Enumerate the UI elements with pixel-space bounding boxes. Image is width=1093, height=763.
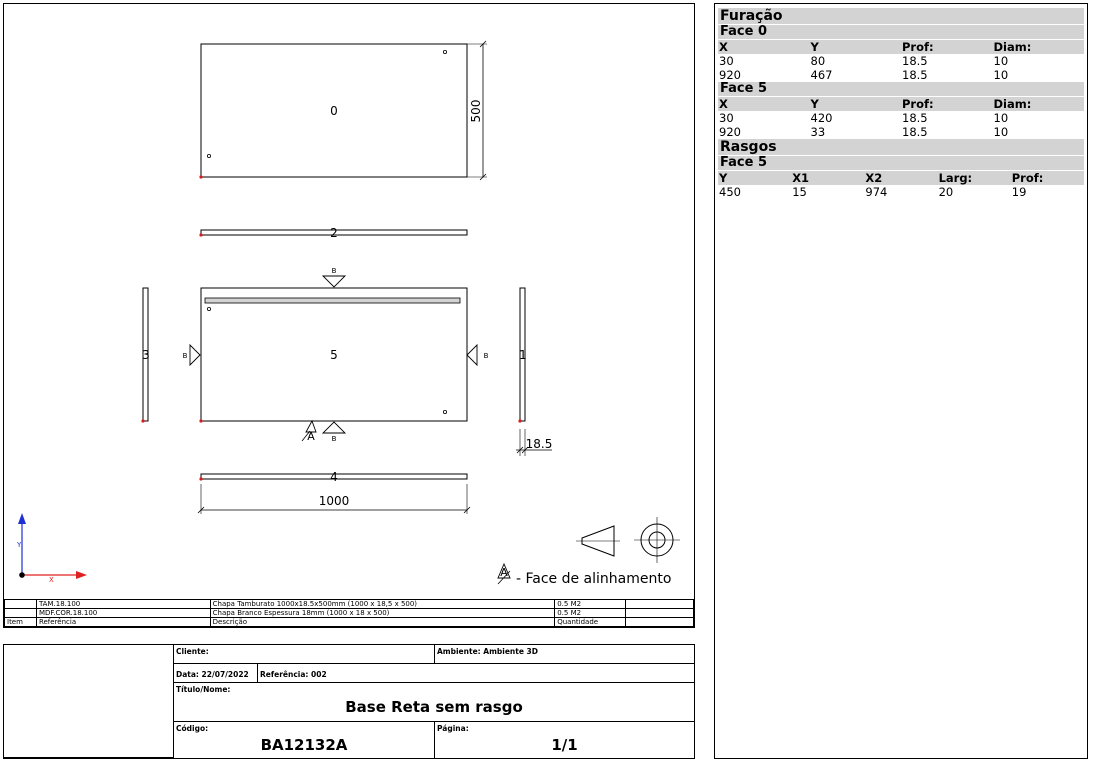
table-header-row: [718, 171, 1084, 185]
rasgos-title: Rasgos: [718, 139, 1084, 155]
table-row: [718, 185, 1084, 199]
dimension-height: 500: [469, 99, 483, 123]
ambiente-cell: [435, 645, 694, 664]
corner-dot: [199, 175, 202, 178]
corner-dot: [518, 419, 521, 422]
column-header: X1: [791, 171, 864, 185]
pagina-value: 1/1: [551, 736, 578, 754]
edge-marker-label: B: [483, 352, 489, 360]
bom-cell-ref: TAM.18.100: [36, 600, 210, 609]
origin-dot: [19, 572, 25, 578]
table-row: [5, 600, 694, 609]
alignment-legend-text: - Face de alinhamento: [516, 571, 672, 587]
bom-cell-extra: [626, 609, 694, 618]
edge-marker-label: B: [331, 435, 337, 443]
column-header: Y: [810, 97, 902, 111]
cliente-label: Cliente:: [176, 647, 209, 656]
machining-info: [715, 4, 1087, 199]
face-heading: Face 5: [718, 82, 1084, 96]
edge-1-label: 1: [519, 348, 527, 362]
rasgos-list: [718, 156, 1084, 199]
column-header: Larg:: [938, 171, 1011, 185]
dimension-thickness: 18.5: [525, 437, 553, 451]
table-cell: 15: [792, 185, 807, 199]
bom-cell-desc: Chapa Tamburato 1000x18.5x500mm (1000 x 18,5 x 500): [210, 600, 555, 609]
table-cell: 18.5: [902, 54, 928, 68]
bom-cell-qty: 0.5 M2: [555, 609, 626, 618]
ambiente-label: Ambiente: Ambiente 3D: [437, 647, 538, 656]
table-cell: 920: [719, 125, 741, 139]
column-header: Y: [810, 40, 902, 54]
bom-header-item: Item: [5, 618, 37, 627]
column-header: Prof:: [1011, 171, 1084, 185]
face-table: [718, 171, 1084, 199]
data-cell: [174, 664, 258, 683]
edge-marker-label: B: [331, 267, 337, 275]
title-block: [3, 644, 695, 759]
table-row: [718, 68, 1084, 82]
alignment-marker-label: A: [307, 430, 315, 443]
edge-b-marker-right: [467, 345, 477, 365]
edge-2-label: 2: [330, 226, 338, 240]
bom-cell-ref: MDF.COR.18.100: [36, 609, 210, 618]
table-cell: 467: [810, 68, 833, 82]
table-cell: 420: [810, 111, 833, 125]
table-cell: 18.5: [902, 125, 928, 139]
table-cell: 30: [719, 54, 734, 68]
table-row: [718, 125, 1084, 139]
bom-header-desc: Descrição: [210, 618, 555, 627]
column-header: Prof:: [901, 40, 993, 54]
bom-cell-item: [5, 609, 37, 618]
bom-cell-extra: [626, 600, 694, 609]
bom-header-extra: [626, 618, 694, 627]
titulo-cell: [174, 683, 694, 722]
pagina-cell: [435, 722, 694, 758]
codigo-label: Código:: [176, 724, 209, 733]
technical-drawing: [4, 4, 694, 627]
table-cell: 20: [938, 185, 954, 199]
hole-marker: [207, 154, 210, 157]
bom-header-ref: Referência: [36, 618, 210, 627]
hole-marker: [207, 307, 210, 310]
edge-marker-label: B: [182, 352, 188, 360]
table-header-row: [5, 618, 694, 627]
x-axis-arrow-icon: [76, 571, 87, 579]
bom-header-qty: Quantidade: [555, 618, 626, 627]
machining-info-panel: [714, 3, 1088, 759]
column-header: X2: [864, 171, 937, 185]
axis-x-label: X: [49, 576, 54, 584]
column-header: Diam:: [993, 97, 1085, 111]
bom-cell-item: [5, 600, 37, 609]
face-0-label: 0: [330, 104, 338, 118]
table-cell: 974: [865, 185, 888, 199]
column-header: X: [718, 40, 810, 54]
corner-dot: [199, 419, 202, 422]
dimension-width: 1000: [318, 494, 350, 508]
referencia-label: Referência: 002: [260, 670, 327, 679]
face-5-label: 5: [330, 348, 338, 362]
hole-marker: [443, 410, 446, 413]
table-cell: 920: [719, 68, 741, 82]
table-cell: 30: [719, 111, 734, 125]
table-header-row: [718, 40, 1084, 54]
table-cell: 10: [993, 111, 1009, 125]
table-cell: 19: [1011, 185, 1027, 199]
table-cell: 10: [993, 125, 1009, 139]
table-cell: 80: [810, 54, 826, 68]
table-cell: 10: [993, 68, 1009, 82]
face-table: [718, 97, 1084, 139]
table-row: [718, 111, 1084, 125]
face-heading: Face 5: [718, 156, 1084, 170]
y-axis-arrow-icon: [18, 513, 26, 524]
table-cell: 450: [719, 185, 741, 199]
table-cell: 10: [993, 54, 1009, 68]
corner-dot: [141, 419, 144, 422]
table-cell: 18.5: [902, 111, 928, 125]
titulo-value: Base Reta sem rasgo: [345, 698, 523, 716]
table-header-row: [718, 97, 1084, 111]
edge-3-label: 3: [142, 348, 150, 362]
data-label: Data: 22/07/2022: [176, 670, 249, 679]
table-cell: 33: [810, 125, 826, 139]
corner-dot: [199, 477, 202, 480]
edge-b-marker-left: [190, 345, 200, 365]
parts-table: [4, 599, 694, 627]
drawing-panel: [3, 3, 695, 628]
referencia-cell: [258, 664, 694, 683]
bom-cell-desc: Chapa Branco Espessura 18mm (1000 x 18 x 500): [210, 609, 555, 618]
titulo-label: Título/Nome:: [176, 685, 231, 694]
edge-4-label: 4: [330, 470, 338, 484]
table-row: [5, 609, 694, 618]
codigo-value: BA12132A: [260, 736, 348, 754]
axis-y-label: Y: [17, 541, 22, 549]
edge-b-marker-bottom: [323, 422, 345, 433]
alignment-legend-marker: A: [500, 566, 508, 579]
bom-cell-qty: 0.5 M2: [555, 600, 626, 609]
pagina-label: Página:: [437, 724, 469, 733]
column-header: X: [718, 97, 810, 111]
hole-marker: [443, 50, 446, 53]
cliente-cell: [174, 645, 435, 664]
face-heading: Face 0: [718, 25, 1084, 39]
column-header: Y: [718, 171, 791, 185]
table-cell: 18.5: [902, 68, 928, 82]
codigo-cell: [174, 722, 435, 758]
table-row: [718, 54, 1084, 68]
column-header: Diam:: [993, 40, 1085, 54]
furacao-list: [718, 25, 1084, 139]
column-header: Prof:: [901, 97, 993, 111]
edge-b-marker-top: [323, 276, 345, 287]
logo-area: [4, 645, 174, 758]
furacao-title: Furação: [718, 8, 1084, 24]
corner-dot: [199, 233, 202, 236]
slot: [205, 298, 460, 303]
face-table: [718, 40, 1084, 82]
